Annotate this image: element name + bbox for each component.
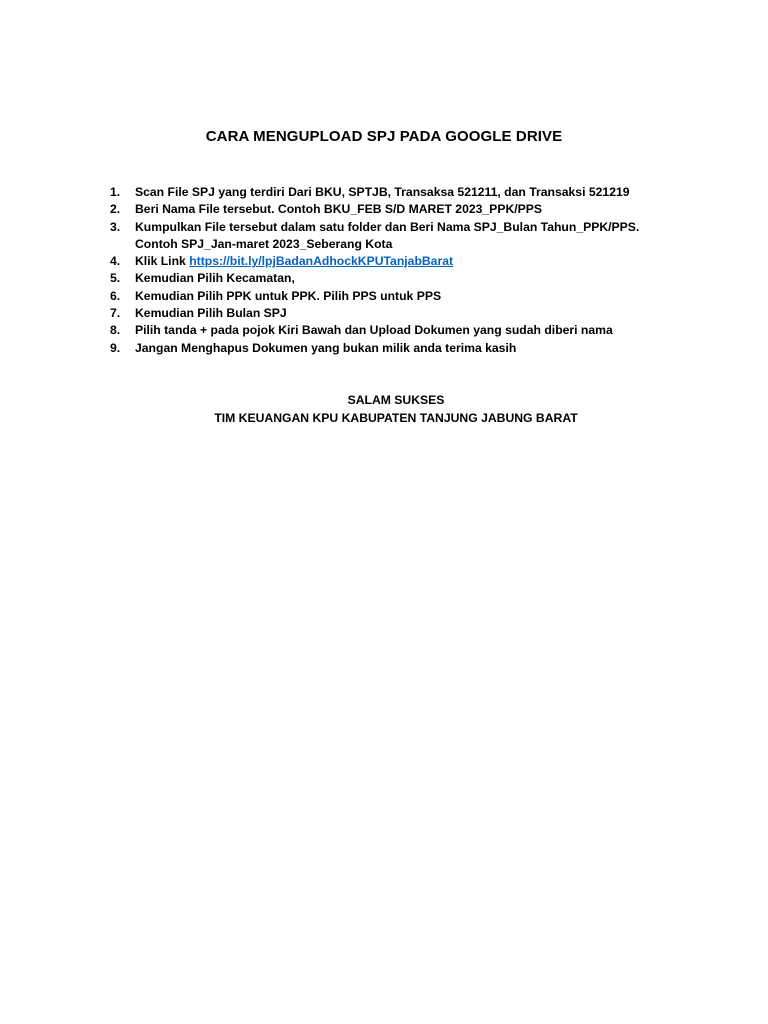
list-item [110,305,670,322]
step-number: 5. [110,271,121,286]
step-text [135,253,670,270]
list-item [110,184,670,201]
list-item [110,288,670,305]
document-title: CARA MENGUPLOAD SPJ PADA GOOGLE DRIVE [205,128,563,145]
step-text: Kemudian Pilih Kecamatan, [135,271,295,286]
step-text: Scan File SPJ yang terdiri Dari BKU, SPTJB, Transaksa 521211, dan Transaksi 521219 [135,185,630,199]
step-number: 9. [110,340,121,355]
closing-greeting: SALAM SUKSES [347,393,445,407]
step-number: 4. [110,254,121,269]
list-item [110,201,670,218]
list-item [110,322,670,339]
closing-signature: TIM KEUANGAN KPU KABUPATEN TANJUNG JABUNG BARAT [214,410,578,425]
step-number: 3. [110,219,121,234]
list-item [110,253,670,270]
step-number: 1. [110,185,121,199]
step-text: Beri Nama File tersebut. Contoh BKU_FEB S/D MARET 2023_PPK/PPS [135,202,543,217]
step-text: Kumpulkan File tersebut dalam satu folder dan Beri Nama SPJ_Bulan Tahun_PPK/PPS. Contoh SPJ_Jan-maret 2023_Seberang Kota [135,219,640,251]
step-number: 7. [110,306,121,321]
step-number: 6. [110,288,121,303]
step-text: Pilih tanda + pada pojok Kiri Bawah dan Upload Dokumen yang sudah diberi nama [135,323,613,338]
list-item [110,340,670,357]
closing-block [0,392,768,427]
list-item [110,270,670,287]
step-number: 8. [110,323,121,338]
step-text: Kemudian Pilih PPK untuk PPK. Pilih PPS untuk PPS [135,288,442,303]
step-number: 2. [110,202,121,217]
drive-link[interactable]: https://bit.ly/lpjBadanAdhockKPUTanjabBarat [189,254,454,269]
list-item [110,219,670,254]
step-text-prefix: Klik Link [135,254,190,269]
step-text: Jangan Menghapus Dokumen yang bukan milik anda terima kasih [135,340,517,355]
steps-list [110,184,670,357]
step-text: Kemudian Pilih Bulan SPJ [135,306,287,321]
